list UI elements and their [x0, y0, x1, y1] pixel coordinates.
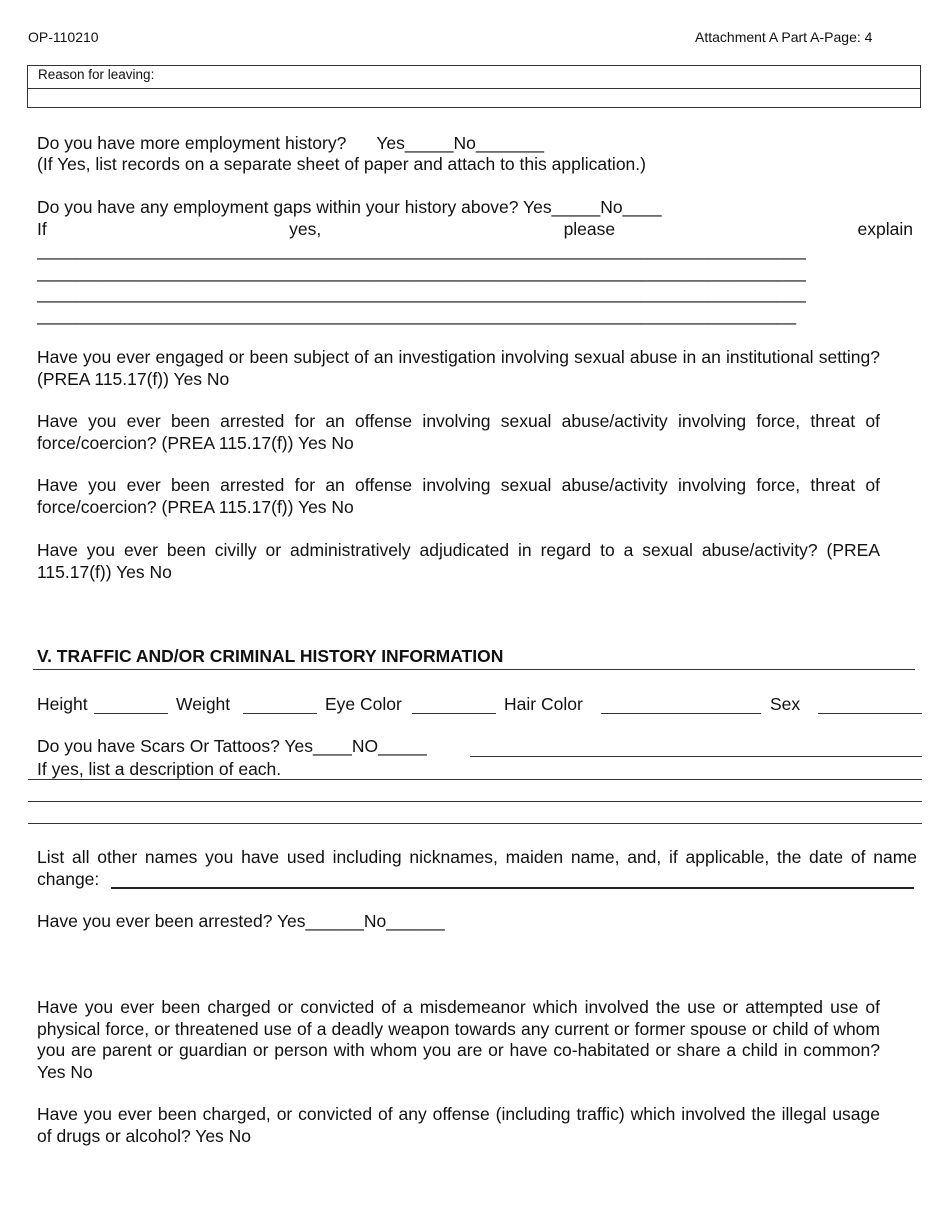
scars-line-0[interactable] [470, 756, 922, 757]
misdemeanor-question: Have you ever been charged or convicted of a misdemeanor which involved the use or attempted use of physical force, or threatened use of a deadly weapon towards any current or former spouse or child of whom you are parent or guardian or person with whom you are or have co-habitated or share a child in common? Yes No [37, 997, 880, 1082]
reason-for-leaving-field[interactable] [28, 89, 920, 109]
explain-line [37, 219, 913, 241]
section-v-title: V. TRAFFIC AND/OR CRIMINAL HISTORY INFORMATION [37, 646, 504, 666]
scars-description-line-1[interactable] [28, 779, 922, 780]
explain-word: explain [857, 219, 913, 239]
employment-history-question: Do you have more employment history? Yes_____No_______ [37, 133, 545, 153]
sex-field[interactable] [818, 713, 922, 714]
hair-color-label: Hair Color [504, 694, 583, 714]
drugs-alcohol-question: Have you ever been charged, or convicted of any offense (including traffic) which involved the illegal usage of drugs or alcohol? Yes No [37, 1104, 880, 1146]
weight-label: Weight [176, 694, 231, 714]
hair-color-field[interactable] [601, 713, 761, 714]
document-id: OP-110210 [28, 29, 99, 45]
scars-description-label: If yes, list a description of each. [37, 759, 282, 779]
explain-word: please [563, 219, 616, 239]
weight-field[interactable] [243, 713, 317, 714]
reason-for-leaving-box [27, 65, 921, 108]
gap-explain-line-3[interactable]: _______________________________________________________________________________ [37, 283, 806, 303]
section-divider [33, 669, 915, 670]
other-names-question: List all other names you have used including nicknames, maiden name, and, if applicable, the date of name change: [37, 847, 917, 889]
scars-tattoos-question: Do you have Scars Or Tattoos? Yes____NO_____ [37, 736, 427, 756]
employment-history-no[interactable]: No_______ [453, 133, 545, 153]
employment-history-note: (If Yes, list records on a separate sheet of paper and attach to this application.) [37, 154, 646, 174]
gap-explain-line-4[interactable]: ______________________________________________________________________________ [37, 305, 797, 325]
eye-color-field[interactable] [412, 713, 496, 714]
gap-explain-line-2[interactable]: _______________________________________________________________________________ [37, 262, 806, 282]
height-label: Height [37, 694, 88, 714]
page-label: Attachment A Part A-Page: 4 [695, 29, 873, 45]
arrested-question: Have you ever been arrested? Yes______No______ [37, 911, 445, 931]
prea-question-1: Have you ever engaged or been subject of an investigation involving sexual abuse in an institutional setting? (PREA 115.17(f)) Yes No [37, 347, 880, 389]
explain-word: yes, [289, 219, 322, 239]
height-field[interactable] [94, 713, 168, 714]
sex-label: Sex [770, 694, 801, 714]
employment-history-yes[interactable]: Yes_____ [376, 133, 454, 153]
prea-question-4: Have you ever been civilly or administratively adjudicated in regard to a sexual abuse/activity? (PREA 115.17(f)) Yes No [37, 540, 880, 582]
scars-description-line-3[interactable] [28, 823, 922, 824]
scars-description-line-2[interactable] [28, 801, 922, 802]
other-names-field[interactable] [111, 887, 914, 889]
prea-question-3: Have you ever been arrested for an offense involving sexual abuse/activity involving force, threat of force/coercion? (PREA 115.17(f)) Yes No [37, 475, 880, 517]
explain-word: If [37, 219, 47, 239]
reason-for-leaving-label: Reason for leaving: [28, 66, 920, 89]
gap-explain-line-1[interactable]: _______________________________________________________________________________ [37, 240, 806, 260]
employment-gaps-question: Do you have any employment gaps within your history above? Yes_____No____ [37, 197, 662, 217]
eye-color-label: Eye Color [325, 694, 402, 714]
prea-question-2: Have you ever been arrested for an offense involving sexual abuse/activity involving force, threat of force/coercion? (PREA 115.17(f)) Yes No [37, 411, 880, 453]
